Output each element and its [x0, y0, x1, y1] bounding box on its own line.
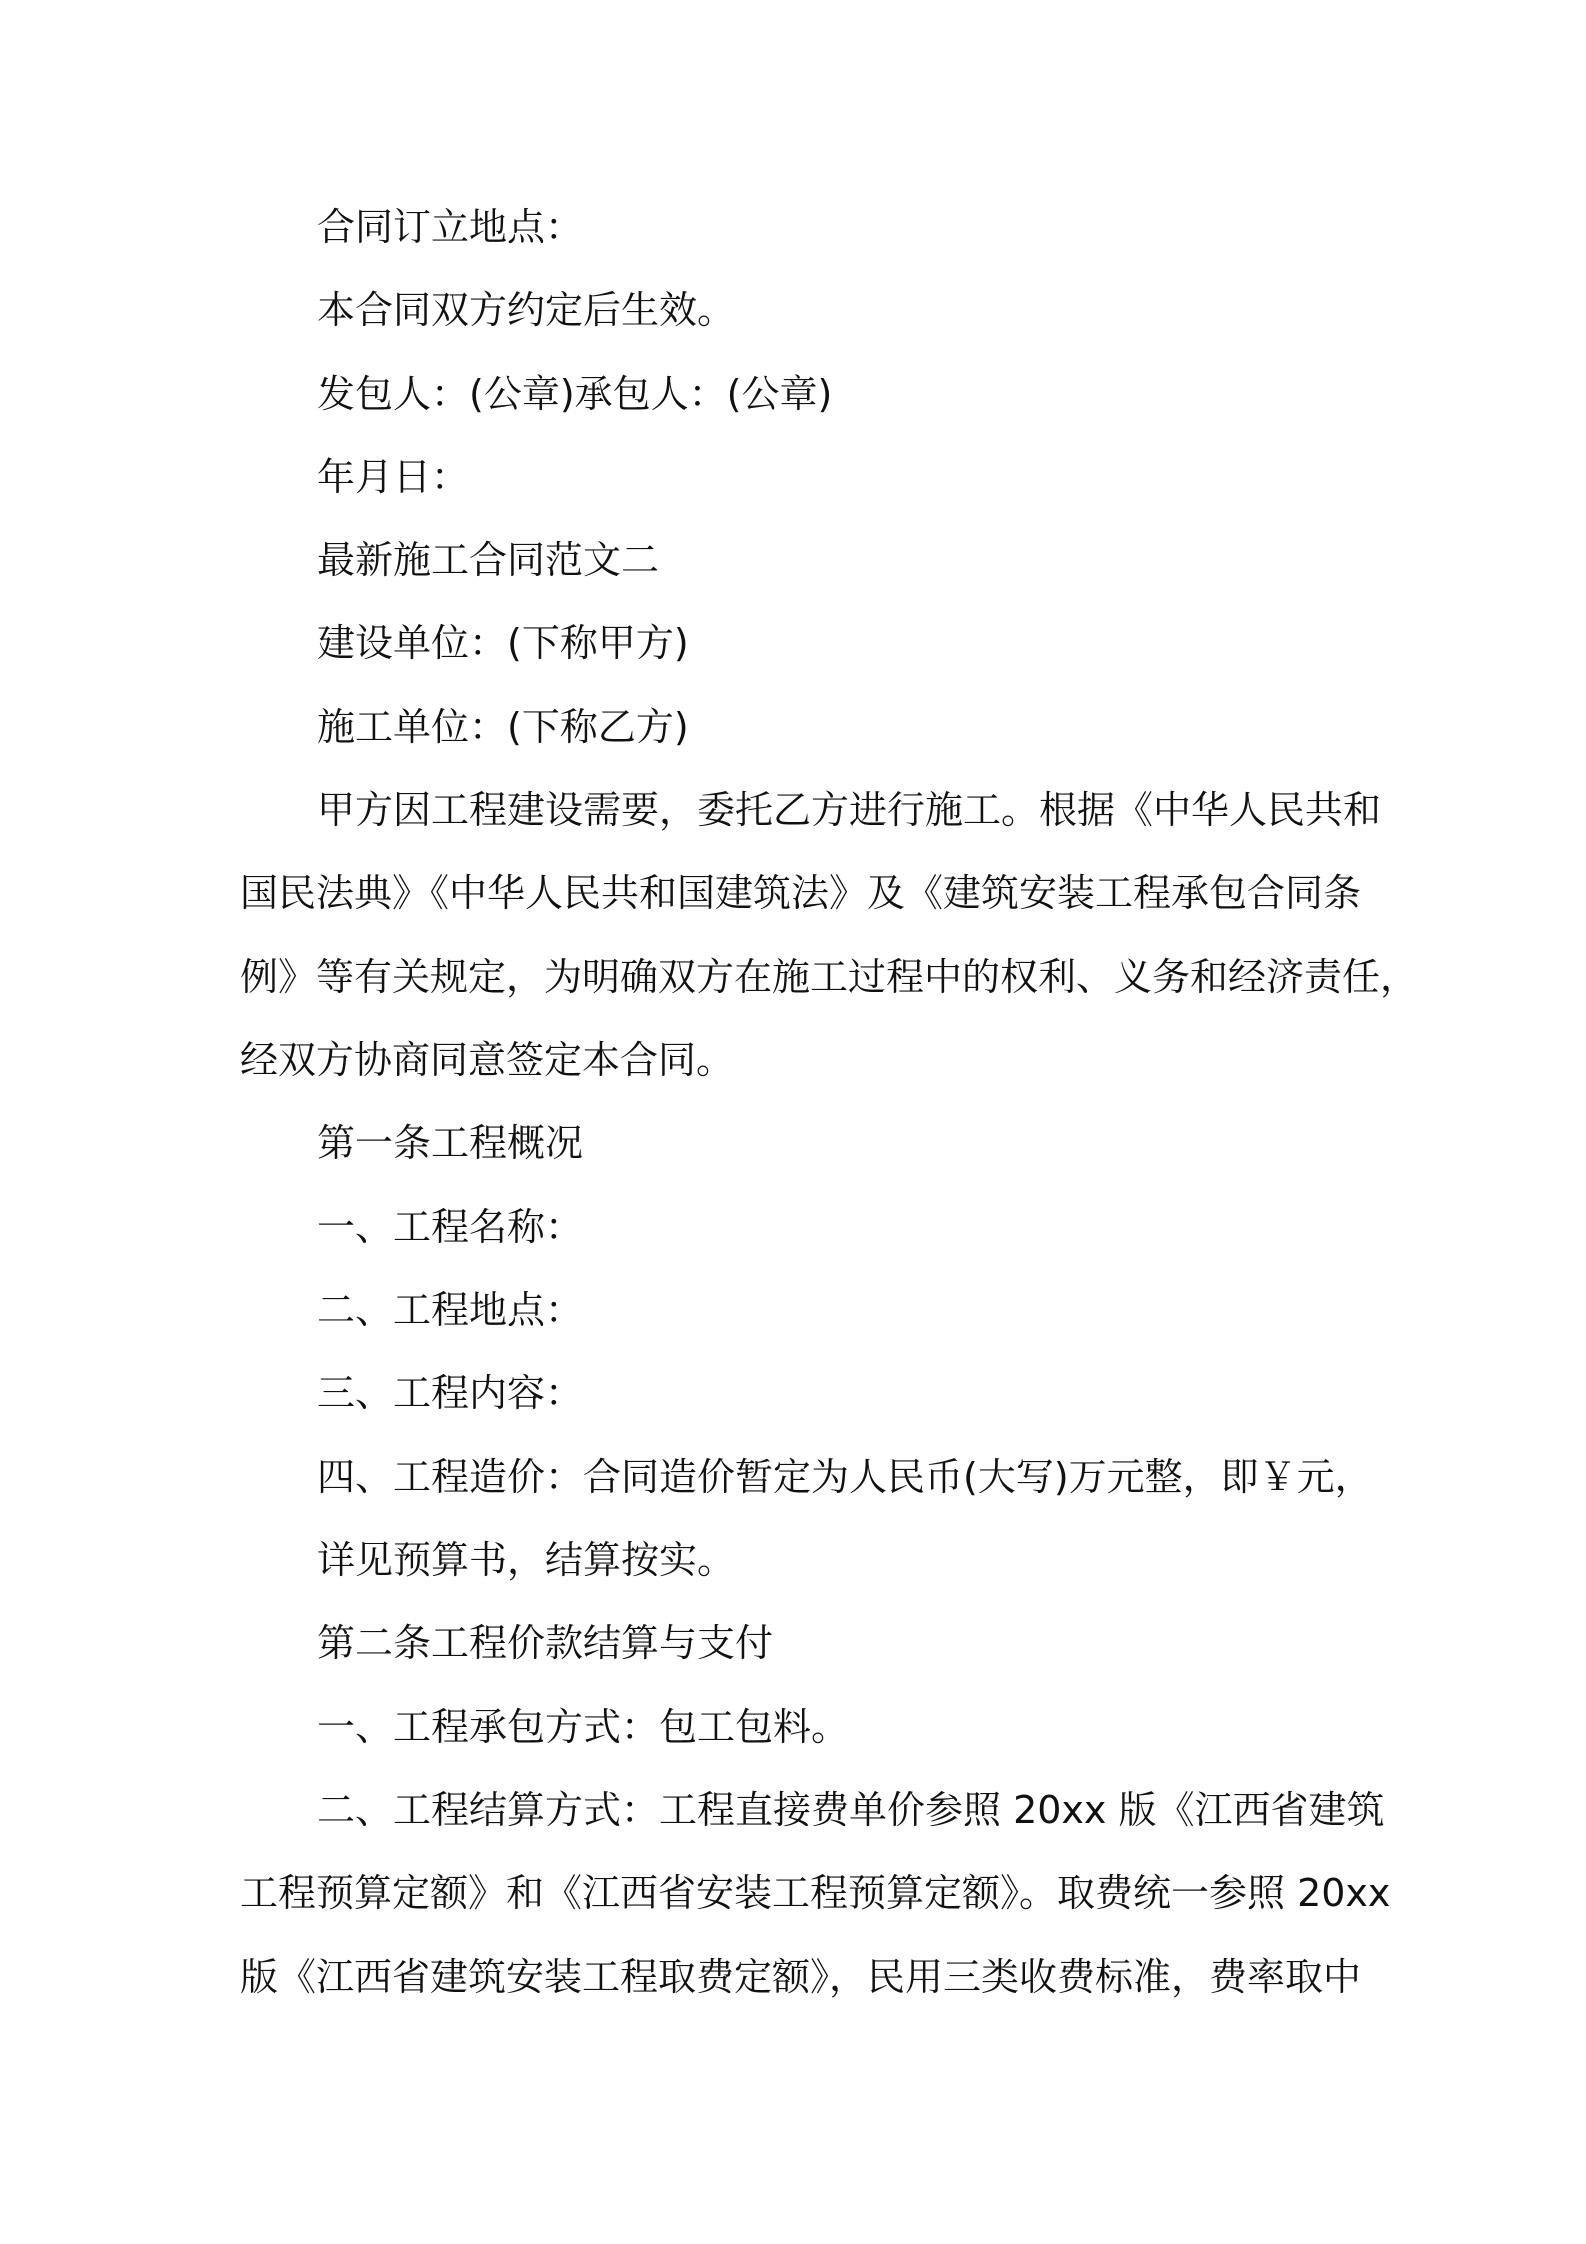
effective-clause-line: 本合同双方约定后生效。 — [317, 288, 736, 332]
project-location-line: 二、工程地点： — [317, 1288, 584, 1332]
settlement-line-2: 工程预算定额》和《江西省安装工程预算定额》。取费统一参照 20xx — [240, 1871, 1391, 1915]
project-cost-line: 四、工程造价：合同造价暂定为人民币(大写)万元整，即￥元， — [317, 1455, 1373, 1499]
project-name-line: 一、工程名称： — [317, 1205, 584, 1249]
project-content-line: 三、工程内容： — [317, 1371, 584, 1415]
date-line: 年月日： — [317, 455, 470, 499]
party-b-line: 施工单位：(下称乙方) — [317, 705, 689, 749]
preamble-line-4: 经双方协商同意签定本合同。 — [240, 1038, 735, 1082]
article-2-heading: 第二条工程价款结算与支付 — [317, 1621, 774, 1665]
preamble-line-2: 国民法典》《中华人民共和国建筑法》及《建筑安装工程承包合同条 — [240, 871, 1362, 915]
signatories-line: 发包人：(公章)承包人：(公章) — [317, 372, 833, 416]
settlement-line-1: 二、工程结算方式：工程直接费单价参照 20xx 版《江西省建筑 — [317, 1788, 1385, 1832]
contract-method-line: 一、工程承包方式：包工包料。 — [317, 1705, 850, 1749]
party-a-line: 建设单位：(下称甲方) — [317, 621, 689, 665]
contract-place-line: 合同订立地点： — [317, 205, 584, 249]
settlement-line-3: 版《江西省建筑安装工程取费定额》，民用三类收费标准，费率取中 — [240, 1955, 1362, 1999]
preamble-line-3: 例》等有关规定，为明确双方在施工过程中的权利、义务和经济责任， — [240, 955, 1419, 999]
section-heading: 最新施工合同范文二 — [317, 538, 660, 582]
project-cost-continued: 详见预算书，结算按实。 — [317, 1538, 736, 1582]
article-1-heading: 第一条工程概况 — [317, 1121, 584, 1165]
preamble-line-1: 甲方因工程建设需要，委托乙方进行施工。根据《中华人民共和 — [317, 788, 1382, 832]
